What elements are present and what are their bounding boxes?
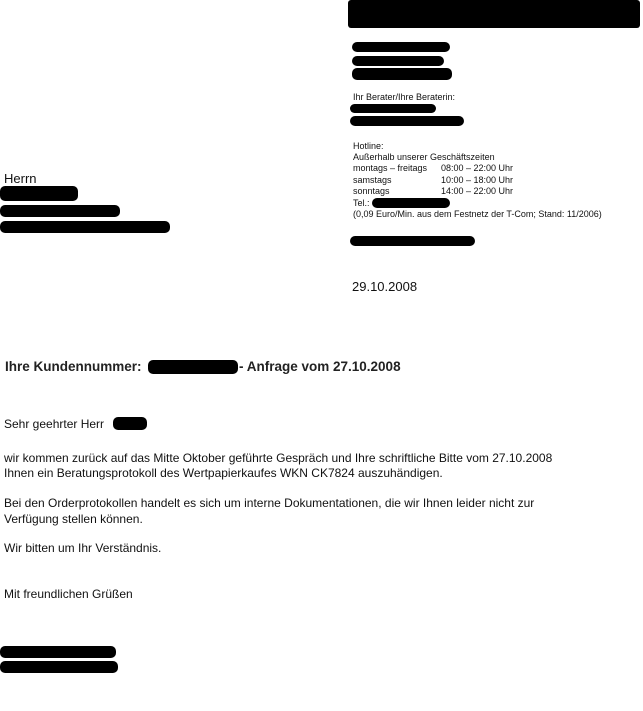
redacted-sender-line-3 [352, 68, 452, 80]
tariff-note: (0,09 Euro/Min. aus dem Festnetz der T-Com; Stand: 11/2006) [353, 209, 602, 219]
redacted-sender-line-1 [352, 42, 450, 52]
subject-prefix: Ihre Kundennummer: [5, 359, 142, 374]
redacted-sender-name [348, 0, 640, 28]
tel-label: Tel.: [353, 198, 370, 208]
closing: Mit freundlichen Grüßen [4, 587, 133, 601]
hours-row-saturday [353, 175, 513, 187]
hours-intro: Außerhalb unserer Geschäftszeiten [353, 152, 495, 162]
redacted-reference [350, 236, 475, 246]
hotline-label: Hotline: [353, 141, 384, 151]
hours-row-weekdays [353, 163, 513, 175]
subject-suffix: - Anfrage vom 27.10.2008 [239, 359, 401, 374]
hours-time: 14:00 – 22:00 Uhr [441, 186, 514, 196]
body-paragraph-3: Wir bitten um Ihr Verständnis. [4, 541, 162, 555]
redacted-signature-2 [0, 661, 118, 673]
greeting: Sehr geehrter Herr [4, 417, 105, 431]
body-paragraph-1-line-2: Ihnen ein Beratungsprotokoll des Wertpapierkaufes WKN CK7824 auszuhändigen. [4, 466, 443, 480]
redacted-recipient-city [0, 221, 170, 233]
body-paragraph-1-line-1: wir kommen zurück auf das Mitte Oktober geführte Gespräch und Ihre schriftliche Bitte vom 27.10.2008 [4, 451, 553, 465]
redacted-signature-1 [0, 646, 116, 658]
hours-row-sunday [353, 186, 513, 198]
hours-days: sonntags [353, 186, 390, 196]
hours-days: montags – freitags [353, 163, 428, 173]
redacted-hotline-number [372, 198, 450, 208]
redacted-recipient-surname [113, 417, 147, 430]
redacted-advisor-phone [350, 116, 464, 126]
recipient-salutation: Herrn [4, 171, 37, 186]
redacted-advisor-name [350, 104, 436, 113]
redacted-recipient-name [0, 186, 78, 201]
body-paragraph-2-line-2: Verfügung stellen können. [4, 512, 143, 526]
hours-table [353, 163, 513, 198]
hours-time: 10:00 – 18:00 Uhr [441, 174, 514, 185]
hours-time: 08:00 – 22:00 Uhr [441, 163, 514, 173]
advisor-label: Ihr Berater/Ihre Beraterin: [353, 92, 456, 102]
hours-days: samstags [353, 174, 392, 185]
redacted-recipient-street [0, 205, 120, 217]
body-paragraph-2-line-1: Bei den Orderprotokollen handelt es sich um interne Dokumentationen, die wir Ihnen leider nicht zur [4, 496, 535, 510]
redacted-sender-line-2 [352, 56, 444, 66]
redacted-customer-number [148, 360, 238, 374]
letter-date: 29.10.2008 [352, 279, 418, 294]
